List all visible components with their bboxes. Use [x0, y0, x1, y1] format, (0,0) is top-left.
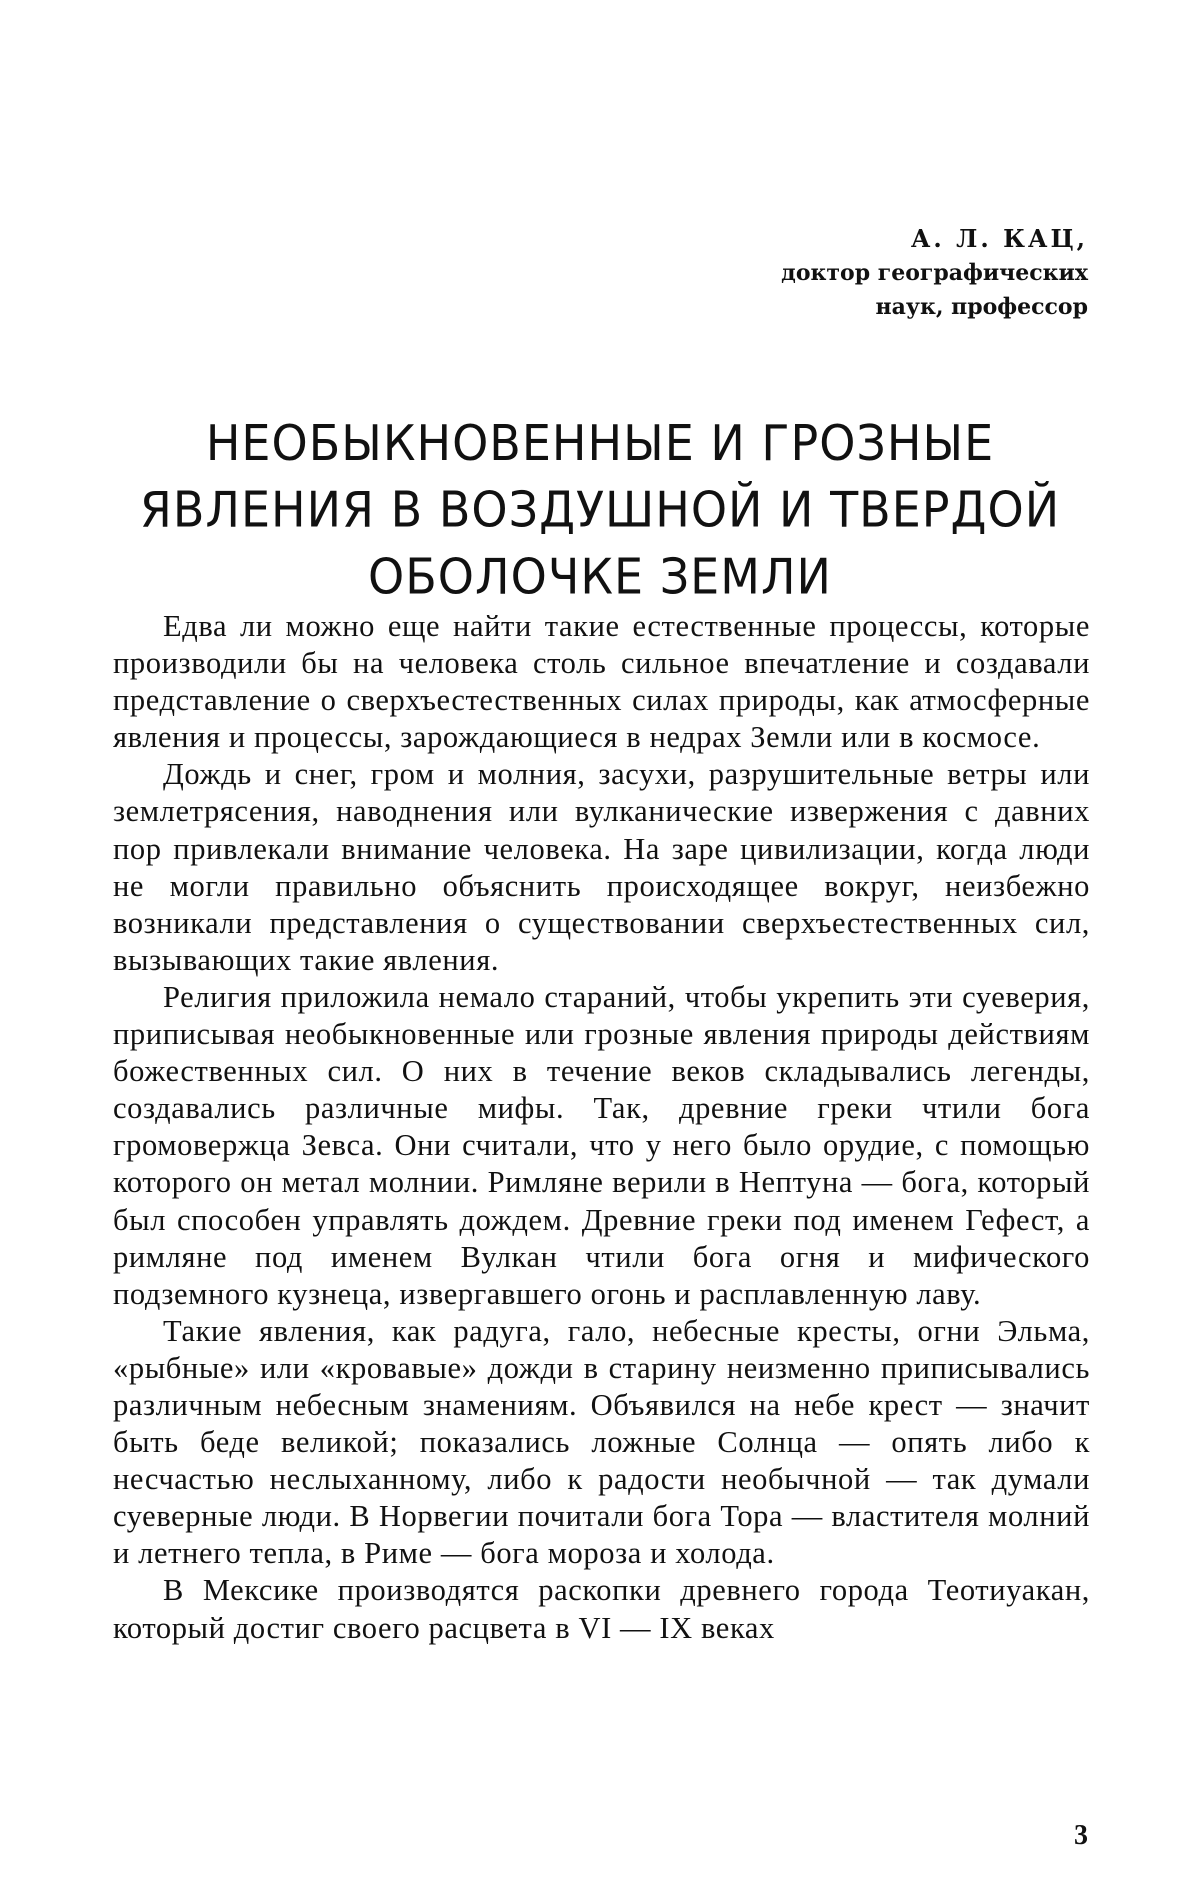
author-title: наук, профессор	[875, 294, 1088, 320]
author-block	[668, 222, 1088, 324]
author-degree: доктор географических	[781, 260, 1088, 286]
paragraph: В Мексике производятся раскопки древнего города Теотиуакан, который достиг своего расцвета в VI — IX веках	[113, 1573, 1090, 1645]
title-line-3: ОБОЛОЧКЕ ЗЕМЛИ	[368, 547, 832, 606]
chapter-title	[100, 410, 1100, 610]
paragraph: Дождь и снег, гром и молния, засухи, разрушительные ветры или землетрясения, наводнения или вулканические извержения с давних пор привлекали внимание человека. На заре цивилизации, когда люди не могли правильно объяснить происходящее вокруг, неизбежно возникали представления о существовании сверхъестественных сил, вызывающих такие явления.	[113, 757, 1090, 977]
paragraph: Такие явления, как радуга, гало, небесные кресты, огни Эльма, «рыбные» или «кровавые» дожди в старину неизменно приписывались различным небесным знамениям. Объявился на небе крест — значит быть беде великой; показались ложные Солнца — опять либо к несчастью неслыханному, либо к радости необычной — так думали суеверные люди. В Норвегии почитали бога Тора — властителя молний и летнего тепла, в Риме — бога мороза и холода.	[113, 1313, 1090, 1571]
title-line-1: НЕОБЫКНОВЕННЫЕ И ГРОЗНЫЕ	[205, 414, 995, 472]
page-number: 3	[1074, 1820, 1088, 1851]
title-line-2: ЯВЛЕНИЯ В ВОЗДУШНОЙ И ТВЕРДОЙ	[139, 481, 1061, 539]
author-name: А. Л. КАЦ,	[910, 224, 1088, 253]
body-text	[113, 608, 1090, 1647]
paragraph: Религия приложила немало стараний, чтобы укрепить эти суеверия, приписывая необыкновенные или грозные явления природы действиям божественных сил. О них в течение веков складывались легенды, создавались различные мифы. Так, древние греки чтили бога громовержца Зевса. Они считали, что у него было орудие, с помощью которого он метал молнии. Римляне верили в Нептуна — бога, который был способен управлять дождем. Древние греки под именем Гефест, а римляне под именем Вулкан чтили бога огня и мифического подземного кузнеца, извергавшего огонь и расплавленную лаву.	[113, 979, 1090, 1311]
paragraph: Едва ли можно еще найти такие естественные процессы, которые производили бы на человека столь сильное впечатление и создавали представление о сверхъестественных силах природы, как атмосферные явления и процессы, зарождающиеся в недрах Земли или в космосе.	[113, 609, 1090, 755]
